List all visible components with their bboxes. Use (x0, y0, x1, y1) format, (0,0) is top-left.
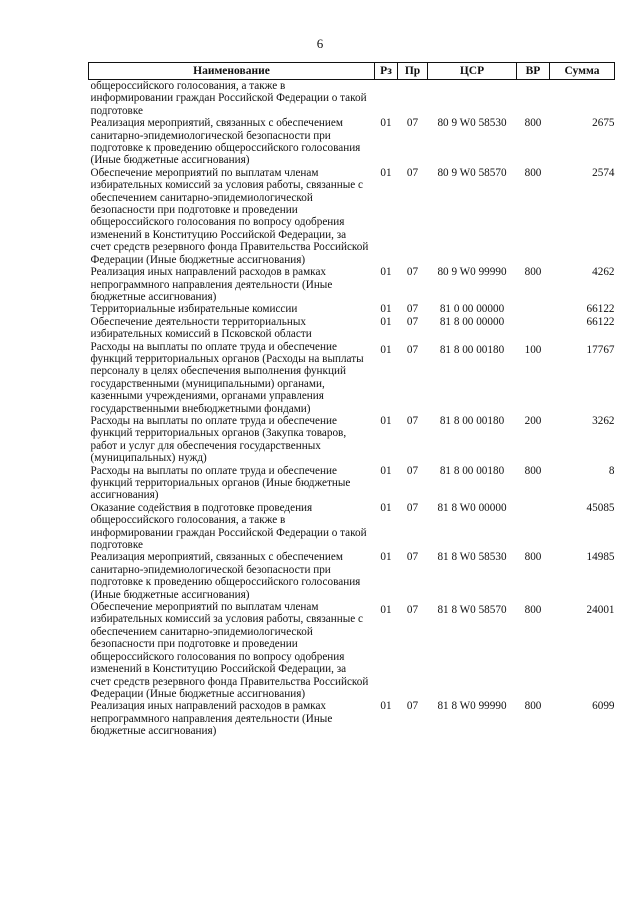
cell-sum: 3262 (592, 414, 615, 427)
table-row (89, 502, 615, 552)
cell-sum: 4262 (592, 266, 615, 279)
budget-table (88, 62, 615, 738)
cell-vr (517, 80, 550, 118)
cell-name: Обеспечение мероприятий по выплатам членам избирательных комиссий за условия работы, связанные с обеспечением санитарно-эпидемиологической безопасности при подготовке и проведении общероссийского голосования по вопросу одобрения изменений в Конституцию Российской Федерации, за счет средств резервного фонда Правительства Российской Федерации (Иные бюджетные ассигнования) (90, 166, 369, 266)
cell-name: Реализация мероприятий, связанных с обеспечением санитарно-эпидемиологической безопасности при подготовке к проведению общероссийского голосования (Иные бюджетные ассигнования) (90, 551, 361, 601)
cell-csr: 81 8 00 00180 (439, 464, 505, 477)
cell-name: Реализация иных направлений расходов в рамках непрограммного направления деятельности (Иные бюджетные ассигнования) (90, 700, 333, 738)
cell-sum (550, 80, 615, 118)
cell-pr: 07 (406, 604, 419, 617)
header-rz: Рз (375, 63, 398, 80)
cell-sum: 8 (608, 464, 615, 477)
cell-rz: 01 (380, 501, 392, 514)
cell-name: Обеспечение мероприятий по выплатам членам избирательных комиссий за условия работы, связанные с обеспечением санитарно-эпидемиологической безопасности при подготовке и проведении общероссийского голосования по вопросу одобрения изменений в Конституцию Российской Федерации, за счет средств резервного фонда Правительства Российской Федерации (Иные бюджетные ассигнования) (90, 601, 369, 700)
header-csr: ЦСР (428, 63, 517, 80)
cell-rz: 01 (380, 166, 392, 179)
table-row (89, 415, 615, 465)
table-row (89, 465, 615, 502)
cell-name: Оказание содействия в подготовке проведения общероссийского голосования, а также в информировании граждан Российской Федерации о такой подготовке (90, 501, 367, 552)
table-header (89, 63, 615, 80)
cell-sum: 2574 (592, 166, 615, 179)
header-row (89, 63, 615, 80)
cell-vr (517, 316, 550, 341)
cell-name: Расходы на выплаты по оплате труда и обеспечение функций территориальных органов (Иные бюджетные ассигнования) (90, 464, 351, 502)
cell-csr: 81 8 W0 00000 (437, 501, 507, 514)
table-row (89, 316, 615, 341)
cell-name: Расходы на выплаты по оплате труда и обеспечение функций территориальных органов (Расходы на выплаты персоналу в целях обеспечения выполнения функций государственными (муниципальными) органами, казенными учреждениями, органами управления государственными внебюджетными фондами) (90, 340, 364, 415)
cell-sum: 6099 (592, 700, 615, 713)
table-row (89, 700, 615, 737)
cell-rz: 01 (380, 604, 392, 617)
page-number: 6 (316, 36, 324, 51)
cell-vr: 800 (524, 166, 542, 179)
table-row (89, 80, 615, 118)
header-sum: Сумма (550, 63, 615, 80)
cell-vr: 100 (524, 343, 542, 356)
cell-name: Расходы на выплаты по оплате труда и обеспечение функций территориальных органов (Закупка товаров, работ и услуг для обеспечения государственных (муниципальных) нужд) (90, 414, 347, 465)
table-row (89, 117, 615, 167)
cell-csr: 80 9 W0 58530 (437, 117, 507, 130)
cell-csr: 80 9 W0 99990 (437, 266, 507, 279)
cell-rz: 01 (380, 315, 392, 328)
table-row (89, 341, 615, 415)
cell-sum: 14985 (586, 551, 615, 564)
cell-csr: 81 8 W0 99990 (437, 700, 507, 713)
cell-rz: 01 (380, 551, 392, 564)
cell-pr: 07 (406, 117, 419, 130)
cell-name: Реализация мероприятий, связанных с обеспечением санитарно-эпидемиологической безопасности при подготовке к проведению общероссийского голосования (Иные бюджетные ассигнования) (90, 117, 361, 167)
cell-pr: 07 (406, 551, 419, 564)
cell-name: Реализация иных направлений расходов в рамках непрограммного направления деятельности (Иные бюджетные ассигнования) (90, 266, 333, 303)
cell-csr: 81 8 W0 58530 (437, 551, 507, 564)
header-vr: ВР (517, 63, 550, 80)
cell-vr: 800 (524, 117, 542, 130)
cell-pr: 07 (406, 166, 419, 179)
cell-csr: 81 8 W0 58570 (437, 604, 507, 617)
cell-sum: 24001 (586, 604, 615, 617)
cell-sum: 2675 (592, 117, 615, 130)
cell-sum: 66122 (586, 315, 615, 328)
cell-sum: 17767 (586, 343, 615, 356)
cell-pr: 07 (406, 315, 419, 328)
cell-vr (517, 502, 550, 552)
table-row (89, 167, 615, 266)
cell-pr: 07 (406, 501, 419, 514)
cell-pr: 07 (406, 414, 419, 427)
cell-rz: 01 (380, 414, 392, 427)
cell-vr (517, 303, 550, 315)
table-row (89, 551, 615, 601)
cell-csr: 81 8 00 00180 (439, 414, 505, 427)
cell-pr: 07 (406, 700, 419, 713)
header-pr: Пр (398, 63, 428, 80)
cell-csr (428, 80, 517, 118)
cell-rz: 01 (380, 266, 392, 279)
cell-rz (375, 80, 398, 118)
cell-name: Территориальные избирательные комиссии (90, 303, 298, 316)
header-name: Наименование (89, 63, 375, 80)
cell-vr: 800 (524, 266, 542, 279)
cell-vr: 800 (524, 700, 542, 713)
table-body (89, 80, 615, 738)
cell-name: общероссийского голосования, а также в информировании граждан Российской Федерации о такой подготовке (90, 80, 367, 117)
cell-rz: 01 (380, 117, 392, 130)
cell-vr: 200 (524, 414, 542, 427)
table-row (89, 266, 615, 303)
cell-pr (398, 80, 428, 118)
cell-rz: 01 (380, 700, 392, 713)
cell-rz: 01 (380, 464, 392, 477)
cell-pr: 07 (406, 464, 419, 477)
cell-pr: 07 (406, 303, 419, 316)
table-row (89, 601, 615, 700)
cell-rz: 01 (380, 343, 392, 356)
cell-csr: 80 9 W0 58570 (437, 166, 507, 179)
cell-pr: 07 (406, 343, 419, 356)
cell-name: Обеспечение деятельности территориальных избирательных комиссий в Псковской области (90, 315, 312, 341)
cell-vr: 800 (524, 604, 542, 617)
cell-csr: 81 0 00 00000 (439, 303, 505, 316)
cell-vr: 800 (524, 551, 542, 564)
cell-csr: 81 8 00 00000 (439, 315, 505, 328)
cell-rz: 01 (380, 303, 392, 316)
table-row (89, 303, 615, 315)
cell-csr: 81 8 00 00180 (439, 343, 505, 356)
cell-sum: 45085 (586, 501, 615, 514)
cell-vr: 800 (524, 464, 542, 477)
cell-pr: 07 (406, 266, 419, 279)
cell-sum: 66122 (586, 303, 615, 316)
